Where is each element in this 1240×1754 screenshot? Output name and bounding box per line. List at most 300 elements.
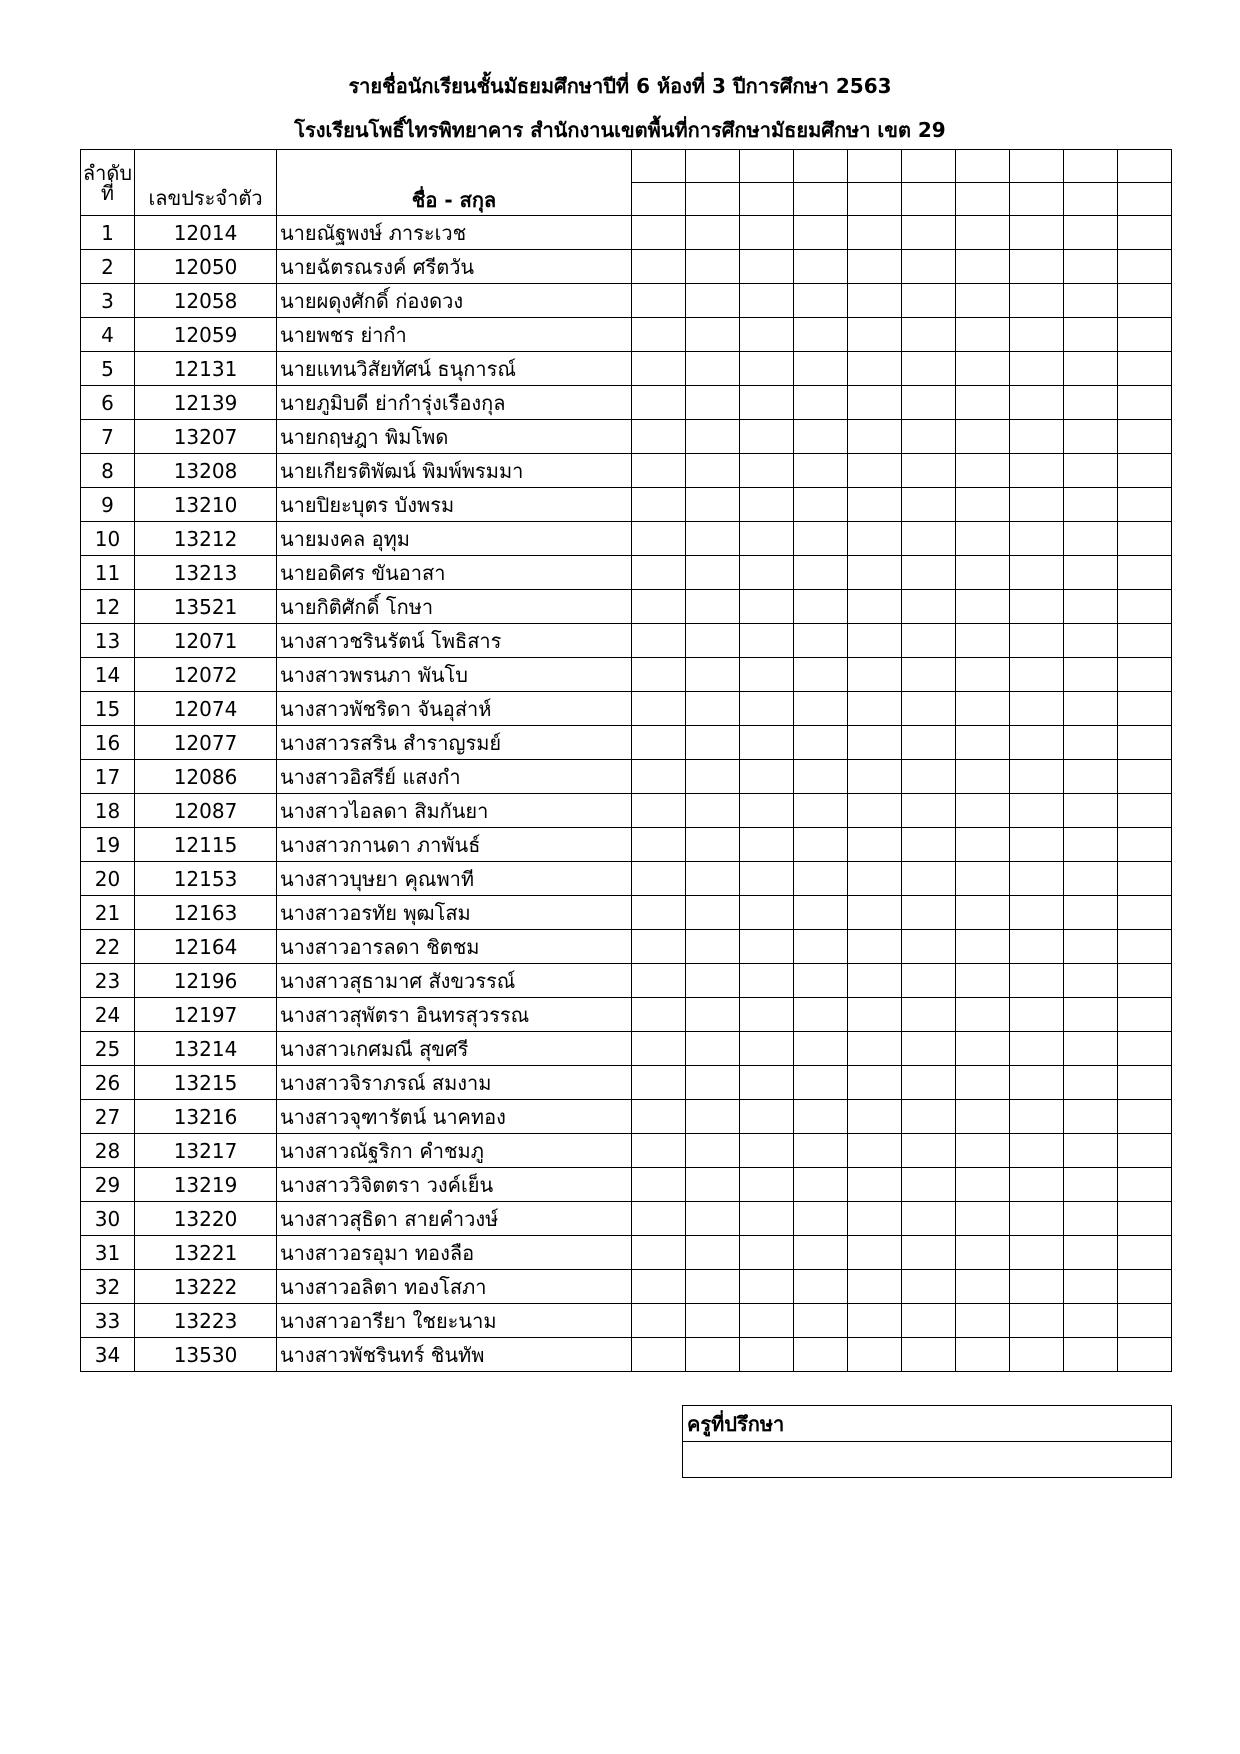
mark-cell[interactable]: [902, 1304, 956, 1338]
mark-cell[interactable]: [1064, 420, 1118, 454]
mark-cell[interactable]: [740, 964, 794, 998]
advisor-name-field[interactable]: [683, 1442, 1172, 1478]
mark-cell[interactable]: [1064, 183, 1118, 216]
mark-cell[interactable]: [740, 1270, 794, 1304]
mark-cell[interactable]: [848, 454, 902, 488]
mark-cell[interactable]: [686, 930, 740, 964]
mark-cell[interactable]: [1064, 284, 1118, 318]
mark-cell[interactable]: [740, 1168, 794, 1202]
mark-cell[interactable]: [1010, 1134, 1064, 1168]
mark-cell[interactable]: [1118, 250, 1172, 284]
mark-cell[interactable]: [740, 1100, 794, 1134]
mark-cell[interactable]: [848, 1236, 902, 1270]
mark-cell[interactable]: [848, 590, 902, 624]
mark-cell[interactable]: [902, 1236, 956, 1270]
mark-cell[interactable]: [632, 454, 686, 488]
mark-cell[interactable]: [686, 998, 740, 1032]
mark-cell[interactable]: [848, 794, 902, 828]
mark-cell[interactable]: [1064, 454, 1118, 488]
mark-cell[interactable]: [740, 1134, 794, 1168]
mark-cell[interactable]: [1118, 1168, 1172, 1202]
mark-cell[interactable]: [740, 386, 794, 420]
mark-cell[interactable]: [686, 318, 740, 352]
mark-cell[interactable]: [740, 1338, 794, 1372]
mark-cell[interactable]: [1118, 556, 1172, 590]
mark-cell[interactable]: [740, 1236, 794, 1270]
mark-cell[interactable]: [794, 624, 848, 658]
mark-cell[interactable]: [1064, 1032, 1118, 1066]
mark-cell[interactable]: [902, 624, 956, 658]
mark-cell[interactable]: [740, 556, 794, 590]
mark-cell[interactable]: [1010, 1304, 1064, 1338]
mark-cell[interactable]: [1064, 352, 1118, 386]
mark-cell[interactable]: [632, 1100, 686, 1134]
mark-cell[interactable]: [794, 760, 848, 794]
mark-cell[interactable]: [794, 386, 848, 420]
mark-cell[interactable]: [686, 420, 740, 454]
mark-cell[interactable]: [632, 930, 686, 964]
mark-cell[interactable]: [1064, 896, 1118, 930]
mark-cell[interactable]: [1010, 998, 1064, 1032]
mark-cell[interactable]: [1010, 1202, 1064, 1236]
mark-cell[interactable]: [1064, 760, 1118, 794]
mark-cell[interactable]: [1064, 964, 1118, 998]
mark-cell[interactable]: [686, 692, 740, 726]
mark-cell[interactable]: [848, 964, 902, 998]
mark-cell[interactable]: [1010, 930, 1064, 964]
mark-cell[interactable]: [686, 284, 740, 318]
mark-cell[interactable]: [1064, 726, 1118, 760]
mark-cell[interactable]: [740, 1066, 794, 1100]
mark-cell[interactable]: [686, 862, 740, 896]
mark-cell[interactable]: [794, 862, 848, 896]
mark-cell[interactable]: [740, 216, 794, 250]
mark-cell[interactable]: [1010, 692, 1064, 726]
mark-cell[interactable]: [794, 420, 848, 454]
mark-cell[interactable]: [632, 352, 686, 386]
mark-cell[interactable]: [956, 454, 1010, 488]
mark-cell[interactable]: [956, 556, 1010, 590]
mark-cell[interactable]: [848, 1134, 902, 1168]
mark-cell[interactable]: [902, 284, 956, 318]
mark-cell[interactable]: [686, 1236, 740, 1270]
mark-cell[interactable]: [1010, 624, 1064, 658]
mark-cell[interactable]: [794, 828, 848, 862]
mark-cell[interactable]: [848, 896, 902, 930]
mark-cell[interactable]: [740, 760, 794, 794]
mark-cell[interactable]: [1064, 658, 1118, 692]
mark-cell[interactable]: [848, 216, 902, 250]
mark-cell[interactable]: [632, 896, 686, 930]
mark-cell[interactable]: [632, 420, 686, 454]
mark-cell[interactable]: [740, 150, 794, 183]
mark-cell[interactable]: [1010, 522, 1064, 556]
mark-cell[interactable]: [686, 1134, 740, 1168]
mark-cell[interactable]: [632, 964, 686, 998]
mark-cell[interactable]: [956, 1032, 1010, 1066]
mark-cell[interactable]: [902, 828, 956, 862]
mark-cell[interactable]: [1118, 386, 1172, 420]
mark-cell[interactable]: [1064, 1100, 1118, 1134]
mark-cell[interactable]: [740, 794, 794, 828]
mark-cell[interactable]: [632, 150, 686, 183]
mark-cell[interactable]: [686, 794, 740, 828]
mark-cell[interactable]: [632, 998, 686, 1032]
mark-cell[interactable]: [956, 794, 1010, 828]
mark-cell[interactable]: [848, 150, 902, 183]
mark-cell[interactable]: [848, 1338, 902, 1372]
mark-cell[interactable]: [848, 1032, 902, 1066]
mark-cell[interactable]: [956, 1100, 1010, 1134]
mark-cell[interactable]: [902, 726, 956, 760]
mark-cell[interactable]: [1010, 1100, 1064, 1134]
mark-cell[interactable]: [740, 930, 794, 964]
mark-cell[interactable]: [1118, 760, 1172, 794]
mark-cell[interactable]: [740, 726, 794, 760]
mark-cell[interactable]: [740, 250, 794, 284]
mark-cell[interactable]: [956, 896, 1010, 930]
mark-cell[interactable]: [848, 998, 902, 1032]
mark-cell[interactable]: [902, 896, 956, 930]
mark-cell[interactable]: [632, 284, 686, 318]
mark-cell[interactable]: [740, 318, 794, 352]
mark-cell[interactable]: [794, 216, 848, 250]
mark-cell[interactable]: [686, 556, 740, 590]
mark-cell[interactable]: [686, 760, 740, 794]
mark-cell[interactable]: [794, 692, 848, 726]
mark-cell[interactable]: [740, 1304, 794, 1338]
mark-cell[interactable]: [794, 150, 848, 183]
mark-cell[interactable]: [1064, 590, 1118, 624]
mark-cell[interactable]: [632, 250, 686, 284]
mark-cell[interactable]: [1010, 1236, 1064, 1270]
mark-cell[interactable]: [632, 386, 686, 420]
mark-cell[interactable]: [794, 183, 848, 216]
mark-cell[interactable]: [1118, 183, 1172, 216]
mark-cell[interactable]: [794, 1236, 848, 1270]
mark-cell[interactable]: [1118, 1100, 1172, 1134]
mark-cell[interactable]: [632, 556, 686, 590]
mark-cell[interactable]: [686, 624, 740, 658]
mark-cell[interactable]: [902, 1032, 956, 1066]
mark-cell[interactable]: [686, 828, 740, 862]
mark-cell[interactable]: [1064, 1202, 1118, 1236]
mark-cell[interactable]: [794, 1270, 848, 1304]
mark-cell[interactable]: [632, 183, 686, 216]
mark-cell[interactable]: [956, 1134, 1010, 1168]
mark-cell[interactable]: [848, 658, 902, 692]
mark-cell[interactable]: [632, 318, 686, 352]
mark-cell[interactable]: [956, 692, 1010, 726]
mark-cell[interactable]: [632, 590, 686, 624]
mark-cell[interactable]: [794, 1168, 848, 1202]
mark-cell[interactable]: [956, 386, 1010, 420]
mark-cell[interactable]: [902, 454, 956, 488]
mark-cell[interactable]: [956, 318, 1010, 352]
mark-cell[interactable]: [1010, 862, 1064, 896]
mark-cell[interactable]: [902, 522, 956, 556]
mark-cell[interactable]: [956, 726, 1010, 760]
mark-cell[interactable]: [956, 352, 1010, 386]
mark-cell[interactable]: [1064, 1304, 1118, 1338]
mark-cell[interactable]: [632, 760, 686, 794]
mark-cell[interactable]: [1010, 760, 1064, 794]
mark-cell[interactable]: [956, 522, 1010, 556]
mark-cell[interactable]: [740, 1032, 794, 1066]
mark-cell[interactable]: [1010, 386, 1064, 420]
mark-cell[interactable]: [1010, 216, 1064, 250]
mark-cell[interactable]: [848, 930, 902, 964]
mark-cell[interactable]: [1064, 488, 1118, 522]
mark-cell[interactable]: [794, 1304, 848, 1338]
mark-cell[interactable]: [1118, 590, 1172, 624]
mark-cell[interactable]: [686, 1270, 740, 1304]
mark-cell[interactable]: [1064, 998, 1118, 1032]
mark-cell[interactable]: [1010, 1338, 1064, 1372]
mark-cell[interactable]: [1010, 454, 1064, 488]
mark-cell[interactable]: [1010, 1066, 1064, 1100]
mark-cell[interactable]: [956, 1066, 1010, 1100]
mark-cell[interactable]: [740, 692, 794, 726]
mark-cell[interactable]: [902, 386, 956, 420]
mark-cell[interactable]: [902, 692, 956, 726]
mark-cell[interactable]: [794, 590, 848, 624]
mark-cell[interactable]: [1118, 794, 1172, 828]
mark-cell[interactable]: [956, 658, 1010, 692]
mark-cell[interactable]: [848, 1304, 902, 1338]
mark-cell[interactable]: [956, 998, 1010, 1032]
mark-cell[interactable]: [956, 1168, 1010, 1202]
mark-cell[interactable]: [902, 1202, 956, 1236]
mark-cell[interactable]: [740, 590, 794, 624]
mark-cell[interactable]: [632, 1304, 686, 1338]
mark-cell[interactable]: [848, 1202, 902, 1236]
mark-cell[interactable]: [902, 183, 956, 216]
mark-cell[interactable]: [956, 1202, 1010, 1236]
mark-cell[interactable]: [1010, 896, 1064, 930]
mark-cell[interactable]: [902, 590, 956, 624]
mark-cell[interactable]: [902, 352, 956, 386]
mark-cell[interactable]: [686, 1168, 740, 1202]
mark-cell[interactable]: [794, 964, 848, 998]
mark-cell[interactable]: [1064, 692, 1118, 726]
mark-cell[interactable]: [740, 183, 794, 216]
mark-cell[interactable]: [902, 1270, 956, 1304]
mark-cell[interactable]: [1064, 930, 1118, 964]
mark-cell[interactable]: [956, 284, 1010, 318]
mark-cell[interactable]: [1118, 1236, 1172, 1270]
mark-cell[interactable]: [1118, 420, 1172, 454]
mark-cell[interactable]: [1118, 1134, 1172, 1168]
mark-cell[interactable]: [1118, 1032, 1172, 1066]
mark-cell[interactable]: [956, 590, 1010, 624]
mark-cell[interactable]: [1118, 522, 1172, 556]
mark-cell[interactable]: [794, 794, 848, 828]
mark-cell[interactable]: [794, 454, 848, 488]
mark-cell[interactable]: [902, 556, 956, 590]
mark-cell[interactable]: [956, 1236, 1010, 1270]
mark-cell[interactable]: [686, 216, 740, 250]
mark-cell[interactable]: [902, 216, 956, 250]
mark-cell[interactable]: [956, 1304, 1010, 1338]
mark-cell[interactable]: [1064, 318, 1118, 352]
mark-cell[interactable]: [902, 318, 956, 352]
mark-cell[interactable]: [632, 488, 686, 522]
mark-cell[interactable]: [1064, 1270, 1118, 1304]
mark-cell[interactable]: [848, 1168, 902, 1202]
mark-cell[interactable]: [632, 794, 686, 828]
mark-cell[interactable]: [1118, 454, 1172, 488]
mark-cell[interactable]: [740, 624, 794, 658]
mark-cell[interactable]: [848, 1100, 902, 1134]
mark-cell[interactable]: [740, 284, 794, 318]
mark-cell[interactable]: [956, 964, 1010, 998]
mark-cell[interactable]: [1010, 318, 1064, 352]
mark-cell[interactable]: [686, 183, 740, 216]
mark-cell[interactable]: [1118, 862, 1172, 896]
mark-cell[interactable]: [1010, 590, 1064, 624]
mark-cell[interactable]: [1010, 284, 1064, 318]
mark-cell[interactable]: [686, 1304, 740, 1338]
mark-cell[interactable]: [956, 1338, 1010, 1372]
mark-cell[interactable]: [1010, 183, 1064, 216]
mark-cell[interactable]: [794, 1032, 848, 1066]
mark-cell[interactable]: [794, 488, 848, 522]
mark-cell[interactable]: [686, 386, 740, 420]
mark-cell[interactable]: [1118, 1338, 1172, 1372]
mark-cell[interactable]: [1118, 964, 1172, 998]
mark-cell[interactable]: [1064, 1338, 1118, 1372]
mark-cell[interactable]: [686, 454, 740, 488]
mark-cell[interactable]: [686, 522, 740, 556]
mark-cell[interactable]: [956, 488, 1010, 522]
mark-cell[interactable]: [1118, 998, 1172, 1032]
mark-cell[interactable]: [1118, 1202, 1172, 1236]
mark-cell[interactable]: [632, 1338, 686, 1372]
mark-cell[interactable]: [1118, 150, 1172, 183]
mark-cell[interactable]: [1064, 1168, 1118, 1202]
mark-cell[interactable]: [902, 1168, 956, 1202]
mark-cell[interactable]: [686, 250, 740, 284]
mark-cell[interactable]: [956, 828, 1010, 862]
mark-cell[interactable]: [1010, 352, 1064, 386]
mark-cell[interactable]: [1064, 828, 1118, 862]
mark-cell[interactable]: [686, 1202, 740, 1236]
mark-cell[interactable]: [1064, 386, 1118, 420]
mark-cell[interactable]: [632, 624, 686, 658]
mark-cell[interactable]: [794, 1134, 848, 1168]
mark-cell[interactable]: [1118, 352, 1172, 386]
mark-cell[interactable]: [794, 1202, 848, 1236]
mark-cell[interactable]: [1064, 216, 1118, 250]
mark-cell[interactable]: [686, 1100, 740, 1134]
mark-cell[interactable]: [740, 896, 794, 930]
mark-cell[interactable]: [1064, 250, 1118, 284]
mark-cell[interactable]: [632, 216, 686, 250]
mark-cell[interactable]: [902, 964, 956, 998]
mark-cell[interactable]: [632, 1270, 686, 1304]
mark-cell[interactable]: [632, 828, 686, 862]
mark-cell[interactable]: [686, 964, 740, 998]
mark-cell[interactable]: [1118, 896, 1172, 930]
mark-cell[interactable]: [686, 726, 740, 760]
mark-cell[interactable]: [740, 862, 794, 896]
mark-cell[interactable]: [902, 488, 956, 522]
mark-cell[interactable]: [794, 726, 848, 760]
mark-cell[interactable]: [1064, 1066, 1118, 1100]
mark-cell[interactable]: [902, 658, 956, 692]
mark-cell[interactable]: [956, 930, 1010, 964]
mark-cell[interactable]: [794, 1338, 848, 1372]
mark-cell[interactable]: [740, 488, 794, 522]
mark-cell[interactable]: [1118, 1304, 1172, 1338]
mark-cell[interactable]: [902, 1100, 956, 1134]
mark-cell[interactable]: [1118, 930, 1172, 964]
mark-cell[interactable]: [686, 1066, 740, 1100]
mark-cell[interactable]: [848, 760, 902, 794]
mark-cell[interactable]: [902, 1338, 956, 1372]
mark-cell[interactable]: [848, 318, 902, 352]
mark-cell[interactable]: [740, 998, 794, 1032]
mark-cell[interactable]: [1118, 216, 1172, 250]
mark-cell[interactable]: [956, 760, 1010, 794]
mark-cell[interactable]: [902, 420, 956, 454]
mark-cell[interactable]: [1064, 624, 1118, 658]
mark-cell[interactable]: [1118, 1066, 1172, 1100]
mark-cell[interactable]: [794, 998, 848, 1032]
mark-cell[interactable]: [956, 150, 1010, 183]
mark-cell[interactable]: [1010, 1270, 1064, 1304]
mark-cell[interactable]: [1118, 692, 1172, 726]
mark-cell[interactable]: [848, 420, 902, 454]
mark-cell[interactable]: [740, 1202, 794, 1236]
mark-cell[interactable]: [1118, 828, 1172, 862]
mark-cell[interactable]: [1064, 1134, 1118, 1168]
mark-cell[interactable]: [794, 930, 848, 964]
mark-cell[interactable]: [1010, 250, 1064, 284]
mark-cell[interactable]: [794, 522, 848, 556]
mark-cell[interactable]: [632, 522, 686, 556]
mark-cell[interactable]: [632, 692, 686, 726]
mark-cell[interactable]: [686, 150, 740, 183]
mark-cell[interactable]: [956, 183, 1010, 216]
mark-cell[interactable]: [1064, 150, 1118, 183]
mark-cell[interactable]: [902, 1066, 956, 1100]
mark-cell[interactable]: [902, 250, 956, 284]
mark-cell[interactable]: [1118, 1270, 1172, 1304]
mark-cell[interactable]: [794, 896, 848, 930]
mark-cell[interactable]: [848, 183, 902, 216]
mark-cell[interactable]: [632, 862, 686, 896]
mark-cell[interactable]: [956, 216, 1010, 250]
mark-cell[interactable]: [1064, 522, 1118, 556]
mark-cell[interactable]: [956, 1270, 1010, 1304]
mark-cell[interactable]: [740, 454, 794, 488]
mark-cell[interactable]: [686, 896, 740, 930]
mark-cell[interactable]: [848, 488, 902, 522]
mark-cell[interactable]: [740, 658, 794, 692]
mark-cell[interactable]: [848, 250, 902, 284]
mark-cell[interactable]: [956, 862, 1010, 896]
mark-cell[interactable]: [1010, 488, 1064, 522]
mark-cell[interactable]: [1064, 862, 1118, 896]
mark-cell[interactable]: [740, 420, 794, 454]
mark-cell[interactable]: [848, 624, 902, 658]
mark-cell[interactable]: [902, 930, 956, 964]
mark-cell[interactable]: [1118, 726, 1172, 760]
mark-cell[interactable]: [1010, 726, 1064, 760]
mark-cell[interactable]: [1118, 624, 1172, 658]
